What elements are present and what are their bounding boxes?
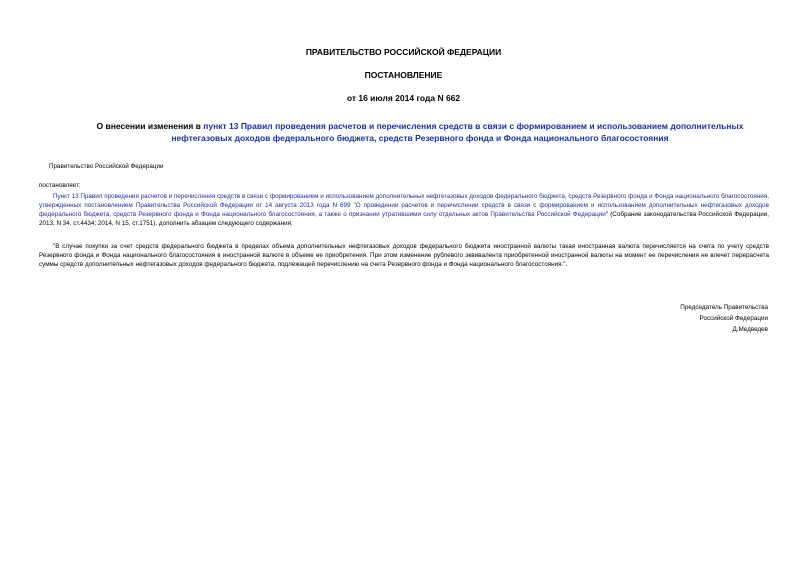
date-number-heading: от 16 июля 2014 года N 662 (346, 93, 461, 103)
issuer-text: Правительство Российской Федерации (49, 163, 164, 170)
signature-position: Председатель Правительства (680, 304, 768, 311)
signature-block (680, 302, 768, 335)
document-title (90, 121, 750, 144)
paragraph-amendment-link[interactable]: Пункт 13 Правил проведения расчетов и перечисления средств в связи с формированием и использованием дополнительных нефтегазовых доходов федерального бюджета, средств Резервного фонда и Фонда национального благосостояния, утвержденных постановлением Правительства Российской Федерации от 14 августа 2013 года N 699 "О проведении расчетов и перечислении средств в связи с формированием и использованием дополнительных нефтегазовых доходов федерального бюджета, средств Резервного фонда и Фонда национального благосостояния, а также о признании утратившими силу отдельных актов Правительства Российской Федерации (39, 193, 769, 218)
document-type-heading: ПОСТАНОВЛЕНИЕ (364, 70, 443, 80)
paragraph-new-text: "В случае покупки за счет средств федерального бюджета в пределах объема дополнительных нефтегазовых доходов федерального бюджета иностранной валюты такая иностранная валюта перечисляется на счета по учету средств Резервного фонда и Фонда национального благосостояния в иностранной валюте в объеме ее приобретения. При этом изменение рублевого эквивалента приобретенной иностранной валюты на момент ее перечисления не влечет перерасчета суммы средств дополнительных нефтегазовых доходов федерального бюджета, подлежащей перечислению на счета Резервного фонда и Фонда национального благосостояния.". (39, 243, 769, 268)
government-heading: ПРАВИТЕЛЬСТВО РОССИЙСКОЙ ФЕДЕРАЦИИ (305, 47, 502, 57)
title-prefix: О внесении изменения в (96, 121, 204, 131)
paragraph-amendment (39, 192, 769, 228)
signature-name: Д.Медведев (732, 326, 768, 333)
decrees-text: постановляет: (39, 182, 81, 189)
paragraph-amendment-rest: " (Собрание законодательства Российской Федерации, 2013, N 34, ст.4434; 2014, N 15, ст.1751), дополнить абзацем следующего содержания: (39, 211, 769, 227)
title-link[interactable]: пункт 13 Правил проведения расчетов и перечисления средств в связи с формированием и использованием дополнительных нефтегазовых доходов федерального бюджета, средств Резервного фонда и Фонда национального благосостояния (171, 121, 744, 143)
signature-country: Российской Федерации (699, 315, 768, 322)
